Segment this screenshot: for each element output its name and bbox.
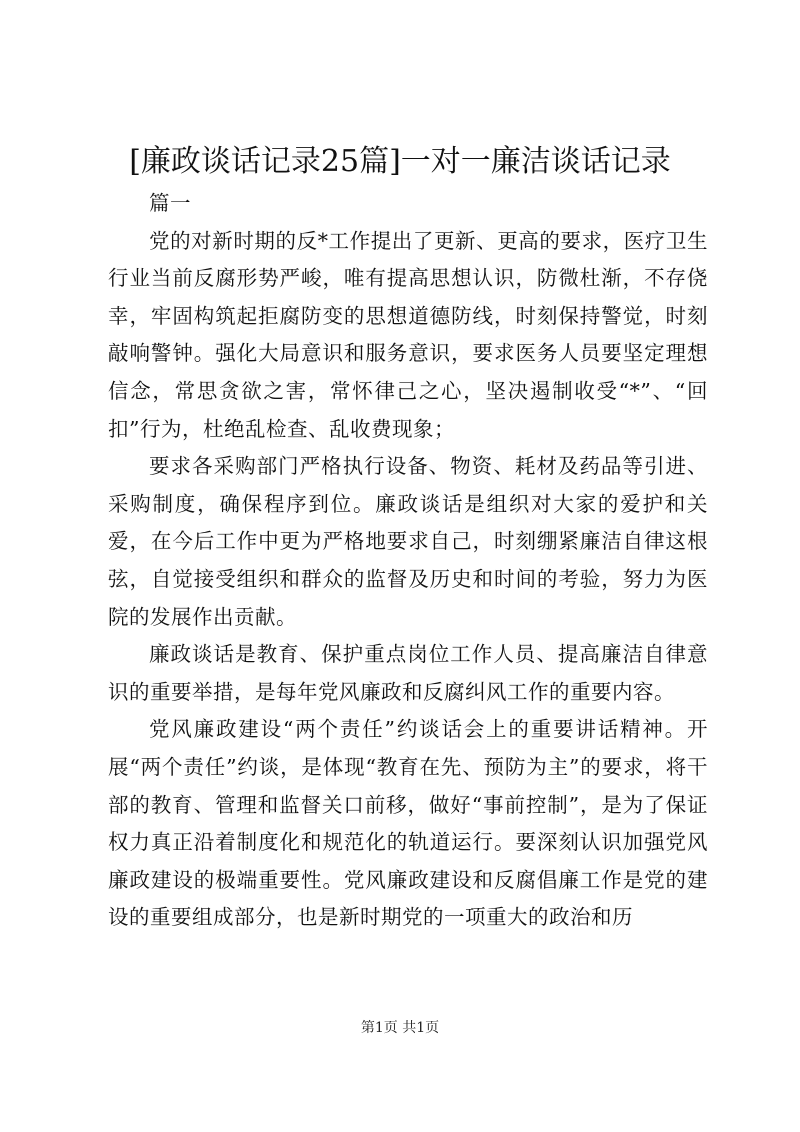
- paragraph: 党风廉政建设“两个责任”约谈话会上的重要讲话精神。开展“两个责任”约谈，是体现“教育在先、预防为主”的要求，将干部的教育、管理和监督关口前移，做好“事前控制”，是为了保证权力真正沿着制度化和规范化的轨道运行。要深刻认识加强党风廉政建设的极端重要性。党风廉政建设和反腐倡廉工作是党的建设的重要组成部分，也是新时期党的一项重大的政治和历: [108, 717, 708, 930]
- document-title: [廉政谈话记录25篇]一对一廉洁谈话记录: [129, 144, 671, 179]
- section-heading: 篇一: [149, 191, 191, 215]
- paragraph: 廉政谈话是教育、保护重点岗位工作人员、提高廉洁自律意识的重要举措，是每年党风廉政和反腐纠风工作的重要内容。: [108, 642, 708, 704]
- paragraph: 党的对新时期的反*工作提出了更新、更高的要求，医疗卫生行业当前反腐形势严峻，唯有提高思想认识，防微杜渐，不存侥幸，牢固构筑起拒腐防变的思想道德防线，时刻保持警觉，时刻敲响警钟。强化大局意识和服务意识，要求医务人员要坚定理想信念，常思贪欲之害，常怀律己之心，坚决遏制收受“*”、“回扣”行为，杜绝乱检查、乱收费现象；: [108, 228, 708, 441]
- page-footer: 第1页 共1页: [360, 1020, 440, 1036]
- paragraph: 要求各采购部门严格执行设备、物资、耗材及药品等引进、采购制度，确保程序到位。廉政谈话是组织对大家的爱护和关爱，在今后工作中更为严格地要求自己，时刻绷紧廉洁自律这根弦，自觉接受组织和群众的监督及历史和时间的考验，努力为医院的发展作出贡献。: [108, 454, 708, 629]
- document-body: [108, 185, 708, 937]
